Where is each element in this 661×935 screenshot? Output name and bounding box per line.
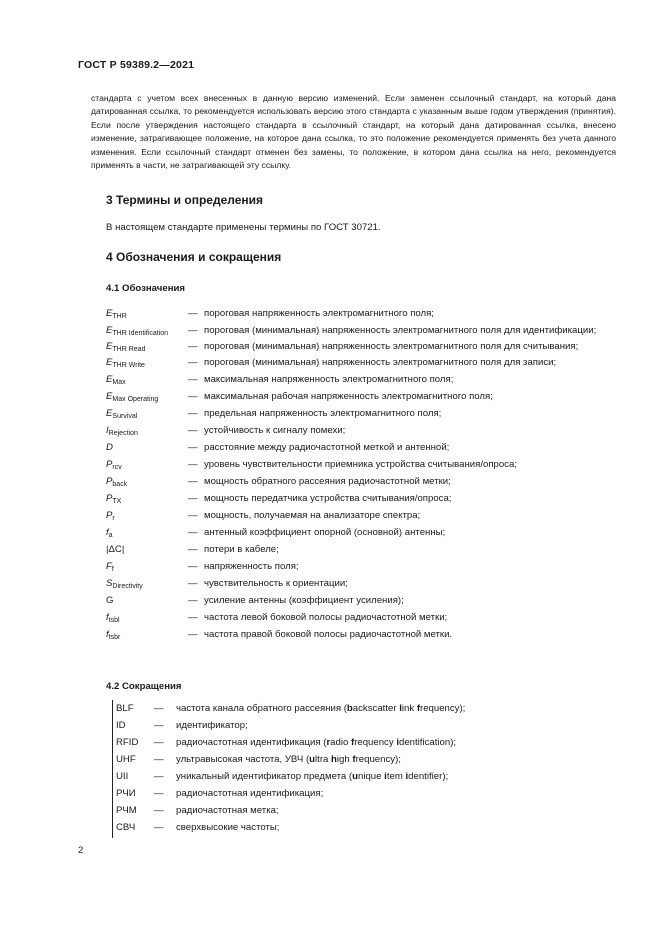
abbreviation-term: РЧИ xyxy=(116,788,136,799)
symbol-description: частота левой боковой полосы радиочастотной метки; xyxy=(204,612,448,623)
symbol-dash: — xyxy=(188,391,198,402)
symbol-description: пороговая напряженность электромагнитного поля; xyxy=(204,308,434,319)
abbreviation-row xyxy=(116,787,465,804)
symbol-subscript: Max Operating xyxy=(112,396,159,403)
symbol-notation xyxy=(106,509,188,522)
symbol-subscript: Max xyxy=(112,379,126,386)
symbol-description: частота правой боковой полосы радиочастотной метки. xyxy=(204,629,453,640)
symbol-dash: — xyxy=(188,493,198,504)
symbol-subscript: rcv xyxy=(112,464,122,471)
abbreviation-description: радиочастотная идентификация (radio frequency identification); xyxy=(176,737,457,748)
abbreviation-term: РЧМ xyxy=(116,805,137,816)
abbreviation-dash: — xyxy=(154,788,164,799)
symbol-row xyxy=(106,509,618,522)
abbreviation-description: уникальный идентификатор предмета (unique item identifier); xyxy=(176,771,449,782)
symbol-row xyxy=(106,407,618,420)
abbreviation-term: BLF xyxy=(116,703,134,714)
subsection-4-2-heading: 4.2 Сокращения xyxy=(106,681,182,692)
symbol-dash: — xyxy=(188,476,198,487)
symbol-dash: — xyxy=(188,561,198,572)
symbol-base: F xyxy=(106,561,112,572)
section-4-heading: 4 Обозначения и сокращения xyxy=(106,250,282,264)
symbol-description: потери в кабеле; xyxy=(204,544,279,555)
symbol-dash: — xyxy=(188,544,198,555)
symbol-row xyxy=(106,324,618,337)
symbol-base: E xyxy=(106,308,113,319)
abbreviation-initial-letter: h xyxy=(331,754,337,765)
symbol-dash: — xyxy=(188,425,198,436)
symbol-base: I xyxy=(106,425,109,436)
symbol-base: P xyxy=(106,459,113,470)
symbol-notation xyxy=(106,340,188,353)
symbol-dash: — xyxy=(188,629,198,640)
symbol-row xyxy=(106,458,618,471)
document-header: ГОСТ Р 59389.2—2021 xyxy=(78,59,195,71)
abbreviation-description: частота канала обратного рассеяния (backscatter link frequency); xyxy=(176,703,466,714)
symbol-notation xyxy=(106,324,188,337)
symbol-dash: — xyxy=(188,442,198,453)
symbol-row xyxy=(106,628,618,641)
section-3-text: В настоящем стандарте применены термины по ГОСТ 30721. xyxy=(106,222,381,233)
symbol-base: E xyxy=(106,374,113,385)
symbol-base: E xyxy=(106,408,113,419)
symbol-row xyxy=(106,307,618,320)
abbreviation-initial-letter: i xyxy=(396,737,399,748)
symbol-subscript: THR Read xyxy=(112,346,146,353)
symbol-description: мощность передатчика устройства считывания/опроса; xyxy=(204,493,452,504)
abbreviation-dash: — xyxy=(154,754,164,765)
symbol-notation xyxy=(106,307,188,320)
symbols-list xyxy=(106,307,618,645)
symbol-base: E xyxy=(106,357,113,368)
abbreviation-initial-letter: i xyxy=(405,771,409,782)
symbol-row xyxy=(106,543,618,556)
symbol-subscript: a xyxy=(108,532,113,539)
symbol-description: предельная напряженность электромагнитного поля; xyxy=(204,408,442,419)
abbreviation-initial-letter: u xyxy=(309,754,316,765)
abbreviation-initial-letter: f xyxy=(350,737,355,748)
symbol-notation xyxy=(106,441,188,454)
symbol-row xyxy=(106,475,618,488)
abbreviation-description: ультравысокая частота, УВЧ (ultra high frequency); xyxy=(176,754,401,765)
symbol-dash: — xyxy=(188,459,198,470)
symbol-description: расстояние между радиочастотной меткой и антенной; xyxy=(204,442,450,453)
symbol-base: E xyxy=(106,341,113,352)
abbreviation-initial-letter: i xyxy=(384,771,387,782)
symbol-base: G xyxy=(106,595,114,606)
symbol-description: напряженность поля; xyxy=(204,561,299,572)
symbol-row xyxy=(106,594,618,607)
abbreviation-initial-letter: u xyxy=(352,771,358,782)
abbreviation-initial-letter: f xyxy=(352,754,356,765)
symbol-base: P xyxy=(106,476,113,487)
abbreviation-description: радиочастотная метка; xyxy=(176,805,279,816)
abbreviation-dash: — xyxy=(154,720,164,731)
symbol-subscript: Survival xyxy=(112,413,138,420)
abbreviation-term: СВЧ xyxy=(116,822,136,833)
symbol-row xyxy=(106,390,618,403)
symbol-description: максимальная напряженность электромагнитного поля; xyxy=(204,374,454,385)
symbol-description: уровень чувствительности приемника устройства считывания/опроса; xyxy=(204,459,517,470)
symbol-base: f xyxy=(106,527,109,538)
abbreviation-dash: — xyxy=(154,822,164,833)
abbreviation-initial-letter: l xyxy=(399,703,402,714)
abbreviation-dash: — xyxy=(154,771,164,782)
symbol-dash: — xyxy=(188,357,198,368)
symbol-row xyxy=(106,340,618,353)
symbol-subscript: THR Write xyxy=(112,362,145,369)
symbol-notation xyxy=(106,373,188,386)
abbreviation-description: идентификатор; xyxy=(176,720,248,731)
abbreviation-dash: — xyxy=(154,737,164,748)
symbol-description: антенный коэффициент опорной (основной) антенны; xyxy=(204,527,446,538)
symbol-subscript: tsbl xyxy=(108,617,120,624)
symbol-dash: — xyxy=(188,595,198,606)
abbreviation-row xyxy=(116,702,465,719)
symbol-description: пороговая (минимальная) напряженность электромагнитного поля для считывания; xyxy=(204,341,579,352)
symbol-subscript: back xyxy=(112,481,128,488)
symbol-subscript: f xyxy=(111,566,114,573)
symbol-notation xyxy=(106,611,188,624)
symbol-subscript: Directivity xyxy=(112,583,143,590)
symbol-subscript: THR Identification xyxy=(112,330,169,337)
symbol-dash: — xyxy=(188,510,198,521)
symbol-row xyxy=(106,526,618,539)
abbreviation-row xyxy=(116,804,465,821)
symbol-description: чувствительность к ориентации; xyxy=(204,578,348,589)
abbreviation-row xyxy=(116,753,465,770)
symbol-notation xyxy=(106,526,188,539)
abbreviation-term: ID xyxy=(116,720,126,731)
abbreviation-row xyxy=(116,719,465,736)
intro-paragraph: стандарта с учетом всех внесенных в данную версию изменений. Если заменен ссылочный стандарт, на который дана датированная ссылка, то рекомендуется использовать версию этого стандарта с указанным выше годом утверждения (принятия). Если после утверждения настоящего стандарта в ссылочный стандарт, на который дана датированная ссылка, внесено изменение, затрагивающее положение, на которое дана ссылка, то это положение рекомендуется применять без учета данного изменения. Если ссылочный стандарт отменен без замены, то положение, в котором дана ссылка на него, рекомендуется применять в части, не затрагивающей эту ссылку. xyxy=(91,93,616,171)
symbol-description: устойчивость к сигналу помехи; xyxy=(204,425,346,436)
section-3-heading: 3 Термины и определения xyxy=(106,193,264,207)
symbol-dash: — xyxy=(188,408,198,419)
symbol-base: f xyxy=(106,612,109,623)
abbreviations-list xyxy=(116,702,465,838)
symbol-description: максимальная рабочая напряженность электромагнитного поля; xyxy=(204,391,493,402)
abbreviation-initial-letter: r xyxy=(326,737,331,748)
symbol-description: усиление антенны (коэффициент усиления); xyxy=(204,595,404,606)
abbreviation-row xyxy=(116,770,465,787)
symbol-notation xyxy=(106,492,188,505)
symbol-base: |ΔC| xyxy=(106,544,125,555)
symbol-row xyxy=(106,424,618,437)
symbol-subscript: THR xyxy=(112,313,127,320)
symbol-base: P xyxy=(106,493,113,504)
symbol-dash: — xyxy=(188,612,198,623)
symbol-notation xyxy=(106,356,188,369)
symbol-dash: — xyxy=(188,527,198,538)
abbreviation-dash: — xyxy=(154,805,164,816)
symbol-base: E xyxy=(106,391,113,402)
symbol-base: P xyxy=(106,510,113,521)
symbol-row xyxy=(106,611,618,624)
symbol-notation xyxy=(106,594,188,607)
symbol-base: S xyxy=(106,578,113,589)
symbol-row xyxy=(106,441,618,454)
symbol-notation xyxy=(106,424,188,437)
symbol-notation xyxy=(106,390,188,403)
symbol-base: D xyxy=(106,442,113,453)
symbol-notation xyxy=(106,407,188,420)
abbreviations-side-rule xyxy=(112,700,113,838)
symbol-notation xyxy=(106,560,188,573)
symbol-row xyxy=(106,560,618,573)
symbol-notation xyxy=(106,475,188,488)
symbol-dash: — xyxy=(188,341,198,352)
symbol-row xyxy=(106,373,618,386)
symbol-dash: — xyxy=(188,578,198,589)
symbol-base: f xyxy=(106,629,109,640)
symbol-row xyxy=(106,577,618,590)
abbreviation-description: радиочастотная идентификация; xyxy=(176,788,324,799)
symbol-description: мощность обратного рассеяния радиочастотной метки; xyxy=(204,476,451,487)
symbol-notation xyxy=(106,543,188,556)
symbol-row xyxy=(106,356,618,369)
symbol-notation xyxy=(106,628,188,641)
symbol-notation xyxy=(106,577,188,590)
symbol-dash: — xyxy=(188,308,198,319)
symbol-subscript: Rejection xyxy=(108,430,138,437)
abbreviation-term: UII xyxy=(116,771,129,782)
symbol-description: мощность, получаемая на анализаторе спектра; xyxy=(204,510,421,521)
abbreviation-term: UHF xyxy=(116,754,136,765)
symbol-dash: — xyxy=(188,374,198,385)
symbol-notation xyxy=(106,458,188,471)
abbreviation-term: RFID xyxy=(116,737,139,748)
abbreviation-initial-letter: b xyxy=(346,703,353,714)
symbol-description: пороговая (минимальная) напряженность электромагнитного поля для идентификации; xyxy=(204,325,597,336)
symbol-description: пороговая (минимальная) напряженность электромагнитного поля для записи; xyxy=(204,357,557,368)
symbol-base: E xyxy=(106,325,113,336)
abbreviation-description: сверхвысокие частоты; xyxy=(176,822,280,833)
abbreviation-row xyxy=(116,821,465,838)
subsection-4-1-heading: 4.1 Обозначения xyxy=(106,283,185,294)
symbol-subscript: tsbr xyxy=(108,634,121,641)
abbreviation-initial-letter: f xyxy=(416,703,421,714)
abbreviation-row xyxy=(116,736,465,753)
abbreviation-dash: — xyxy=(154,703,164,714)
symbol-subscript: TX xyxy=(112,498,122,505)
symbol-row xyxy=(106,492,618,505)
symbol-subscript: r xyxy=(112,515,115,522)
symbol-dash: — xyxy=(188,325,198,336)
page-number: 2 xyxy=(78,845,84,856)
